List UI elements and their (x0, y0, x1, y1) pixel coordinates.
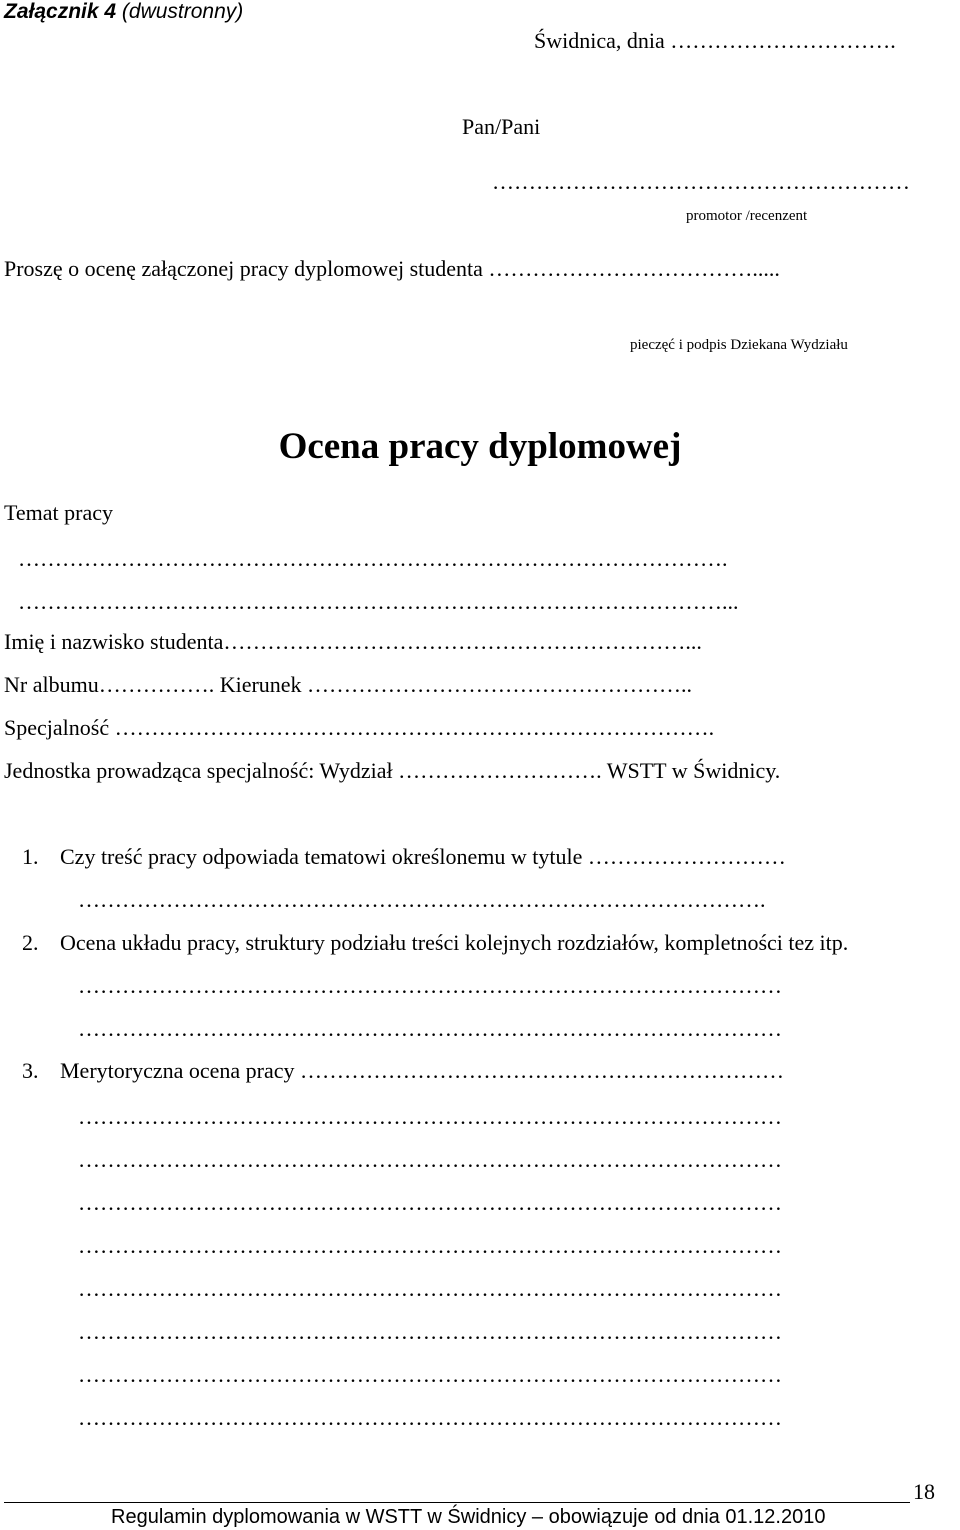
question-3-number: 3. (22, 1058, 39, 1083)
document-title: Ocena pracy dyplomowej (278, 426, 682, 467)
attachment-note: (dwustronny) (116, 0, 244, 23)
question-2-text: Ocena układu pracy, struktury podziału treści kolejnych rozdziałów, kompletności tez itp. (60, 930, 849, 955)
question-2-answer-line-1: …………………………………………………………………………………… (78, 973, 782, 998)
question-1-number: 1. (22, 844, 39, 869)
addressee-dots: ………………………………………………… (492, 169, 910, 194)
question-3-answer-line-4: …………………………………………………………………………………… (78, 1233, 782, 1258)
question-3-answer-line-3: …………………………………………………………………………………… (78, 1190, 782, 1215)
question-3-text: Merytoryczna ocena pracy ………………………………………………………… (60, 1058, 785, 1083)
question-1-text: Czy treść pracy odpowiada tematowi określonemu w tytule ……………………… (60, 844, 786, 869)
footer-text: Regulamin dyplomowania w WSTT w Świdnicy – obowiązuje od dnia 01.12.2010 (111, 1506, 826, 1528)
attachment-label (4, 0, 243, 24)
question-1-answer-line-1: …………………………………………………………………………………. (78, 887, 766, 912)
request-text: Proszę o ocenę załączonej pracy dyplomowej studenta ………………………………..... (4, 256, 780, 281)
addressee-label: Pan/Pani (462, 114, 541, 139)
addressee-caption: promotor /recenzent (686, 208, 808, 224)
stamp-caption: pieczęć i podpis Dziekana Wydziału (630, 337, 848, 353)
question-3-answer-line-1: …………………………………………………………………………………… (78, 1104, 782, 1129)
student-name-field: Imię i nazwisko studenta………………………………………………………... (4, 629, 702, 654)
topic-dots-line-1: ……………………………………………………………………………………. (18, 546, 728, 571)
topic-dots-line-2: ……………………………………………………………………………………... (18, 589, 739, 614)
unit-field: Jednostka prowadząca specjalność: Wydział ………………………. WSTT w Świdnicy. (4, 758, 781, 783)
question-3-answer-line-8: …………………………………………………………………………………… (78, 1405, 782, 1430)
specialty-field: Specjalność ………………………………………………………………………. (4, 715, 715, 740)
question-2-answer-line-2: …………………………………………………………………………………… (78, 1016, 782, 1041)
question-3-answer-line-2: …………………………………………………………………………………… (78, 1147, 782, 1172)
place-date-line: Świdnica, dnia …………………………. (534, 28, 896, 53)
question-3-answer-line-7: …………………………………………………………………………………… (78, 1362, 782, 1387)
question-3-answer-line-5: …………………………………………………………………………………… (78, 1276, 782, 1301)
footer-divider (4, 1502, 910, 1503)
attachment-number: Załącznik 4 (4, 0, 117, 23)
question-3-answer-line-6: …………………………………………………………………………………… (78, 1319, 782, 1344)
page-number: 18 (913, 1479, 935, 1504)
topic-label: Temat pracy (4, 500, 114, 525)
question-2-number: 2. (22, 930, 39, 955)
album-major-field: Nr albumu……………. Kierunek …………………………………………….. (4, 672, 693, 697)
